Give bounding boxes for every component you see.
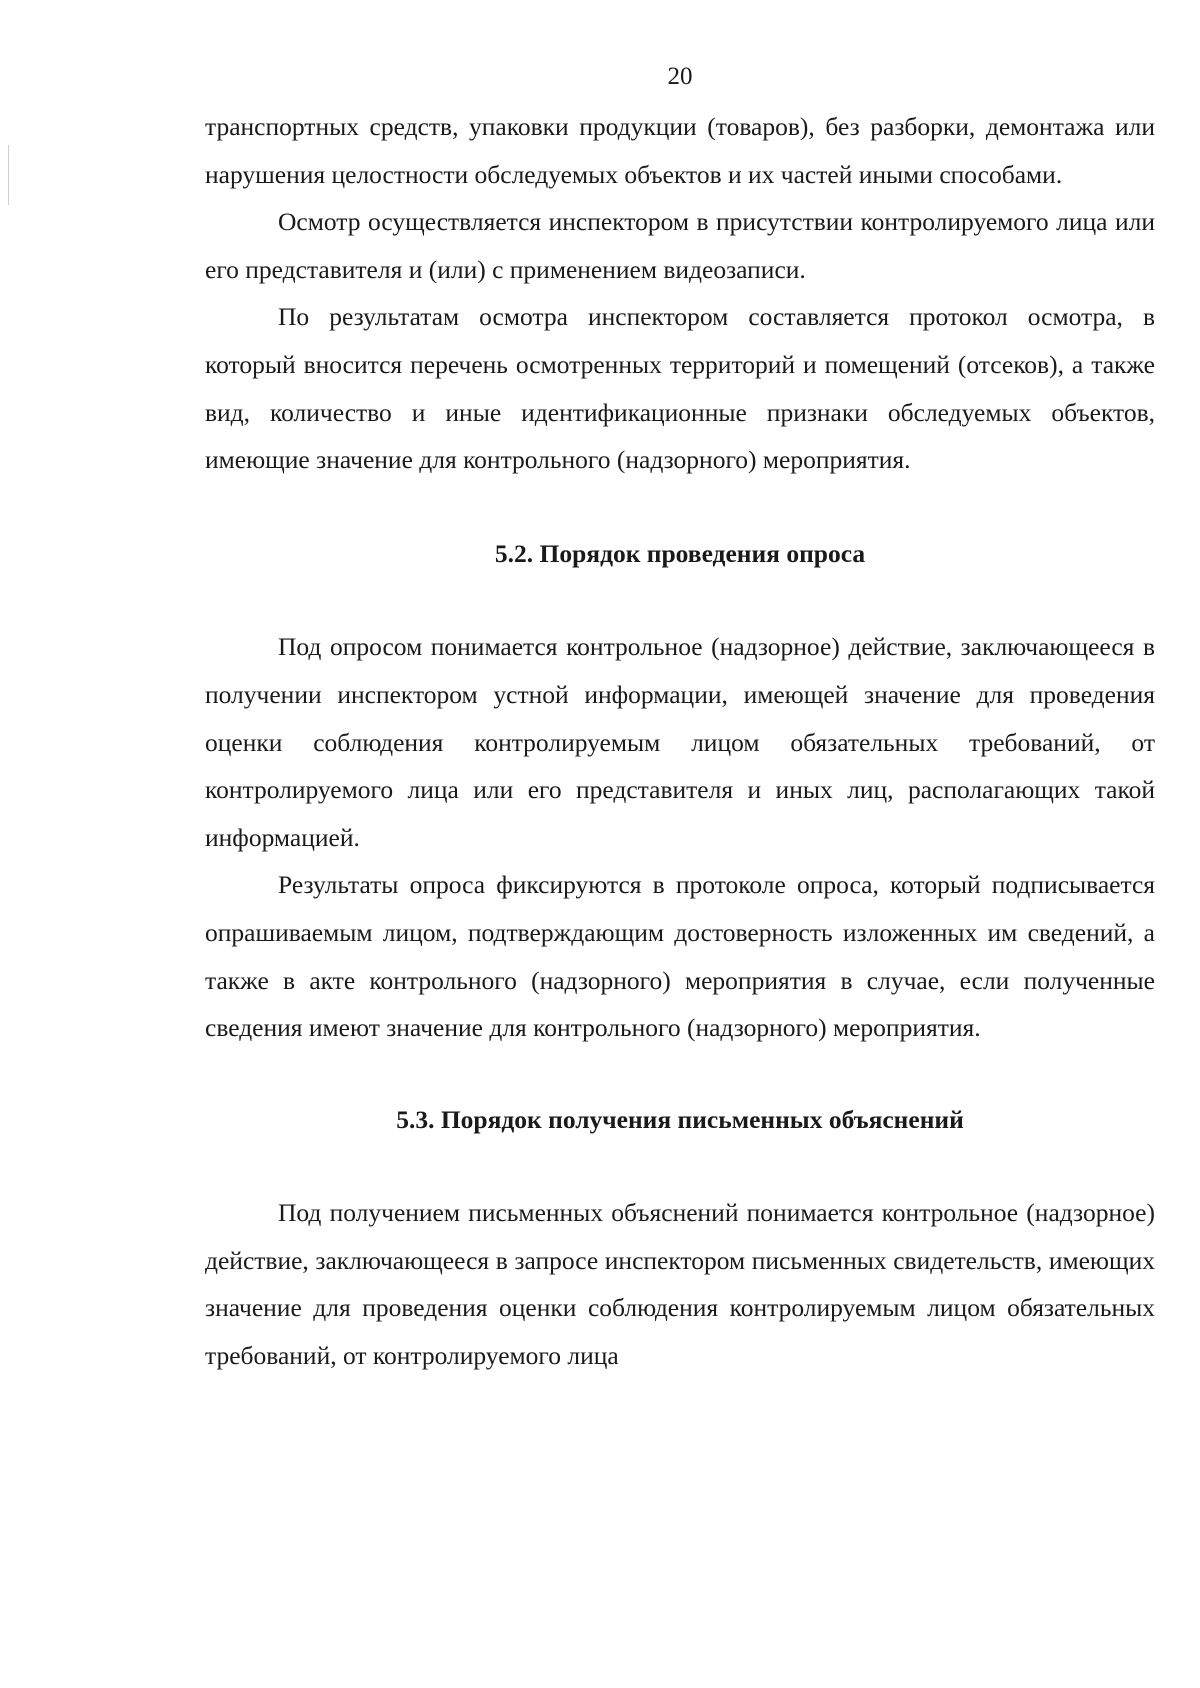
section-heading-5-3: 5.3. Порядок получения письменных объяснений xyxy=(396,1104,964,1134)
page-number xyxy=(0,62,1200,92)
scan-margin-mark xyxy=(8,145,9,205)
paragraph-written-explanations: Под получением письменных объяснений понимается контрольное (надзорное) действие, заключающееся в запросе инспектором письменных свидетельств, имеющих значение для проведения оценки соблюдения контролируемым лицом обязательных требований, от контролируемого лица xyxy=(205,1198,1155,1371)
section-heading-5-2: 5.2. Порядок проведения опроса xyxy=(494,538,866,568)
paragraph-continuation: транспортных средств, упаковки продукции (товаров), без разборки, демонтажа или нарушения целостности обследуемых объектов и их частей иными способами. xyxy=(205,112,1155,189)
document-body xyxy=(205,103,1155,1380)
paragraph-survey-results: Результаты опроса фиксируются в протоколе опроса, который подписывается опрашиваемым лицом, подтверждающим достоверность изложенных им сведений, а также в акте контрольного (надзорного) мероприятия в случае, если полученные сведения имеют значение для контрольного (надзорного) мероприятия. xyxy=(205,870,1155,1043)
paragraph-survey-definition: Под опросом понимается контрольное (надзорное) действие, заключающееся в получении инспектором устной информации, имеющей значение для проведения оценки соблюдения контролируемым лицом обязательных требований, от контролируемого лица или его представителя и иных лиц, располагающих такой информацией. xyxy=(205,632,1155,852)
paragraph-inspection-presence: Осмотр осуществляется инспектором в присутствии контролируемого лица или его представителя и (или) с применением видеозаписи. xyxy=(205,207,1155,284)
page-number-text: 20 xyxy=(667,63,693,90)
paragraph-inspection-protocol: По результатам осмотра инспектором составляется протокол осмотра, в который вносится перечень осмотренных территорий и помещений (отсеков), а также вид, количество и иные идентификационные признаки обследуемых объектов, имеющие значение для контрольного (надзорного) мероприятия. xyxy=(205,302,1155,475)
